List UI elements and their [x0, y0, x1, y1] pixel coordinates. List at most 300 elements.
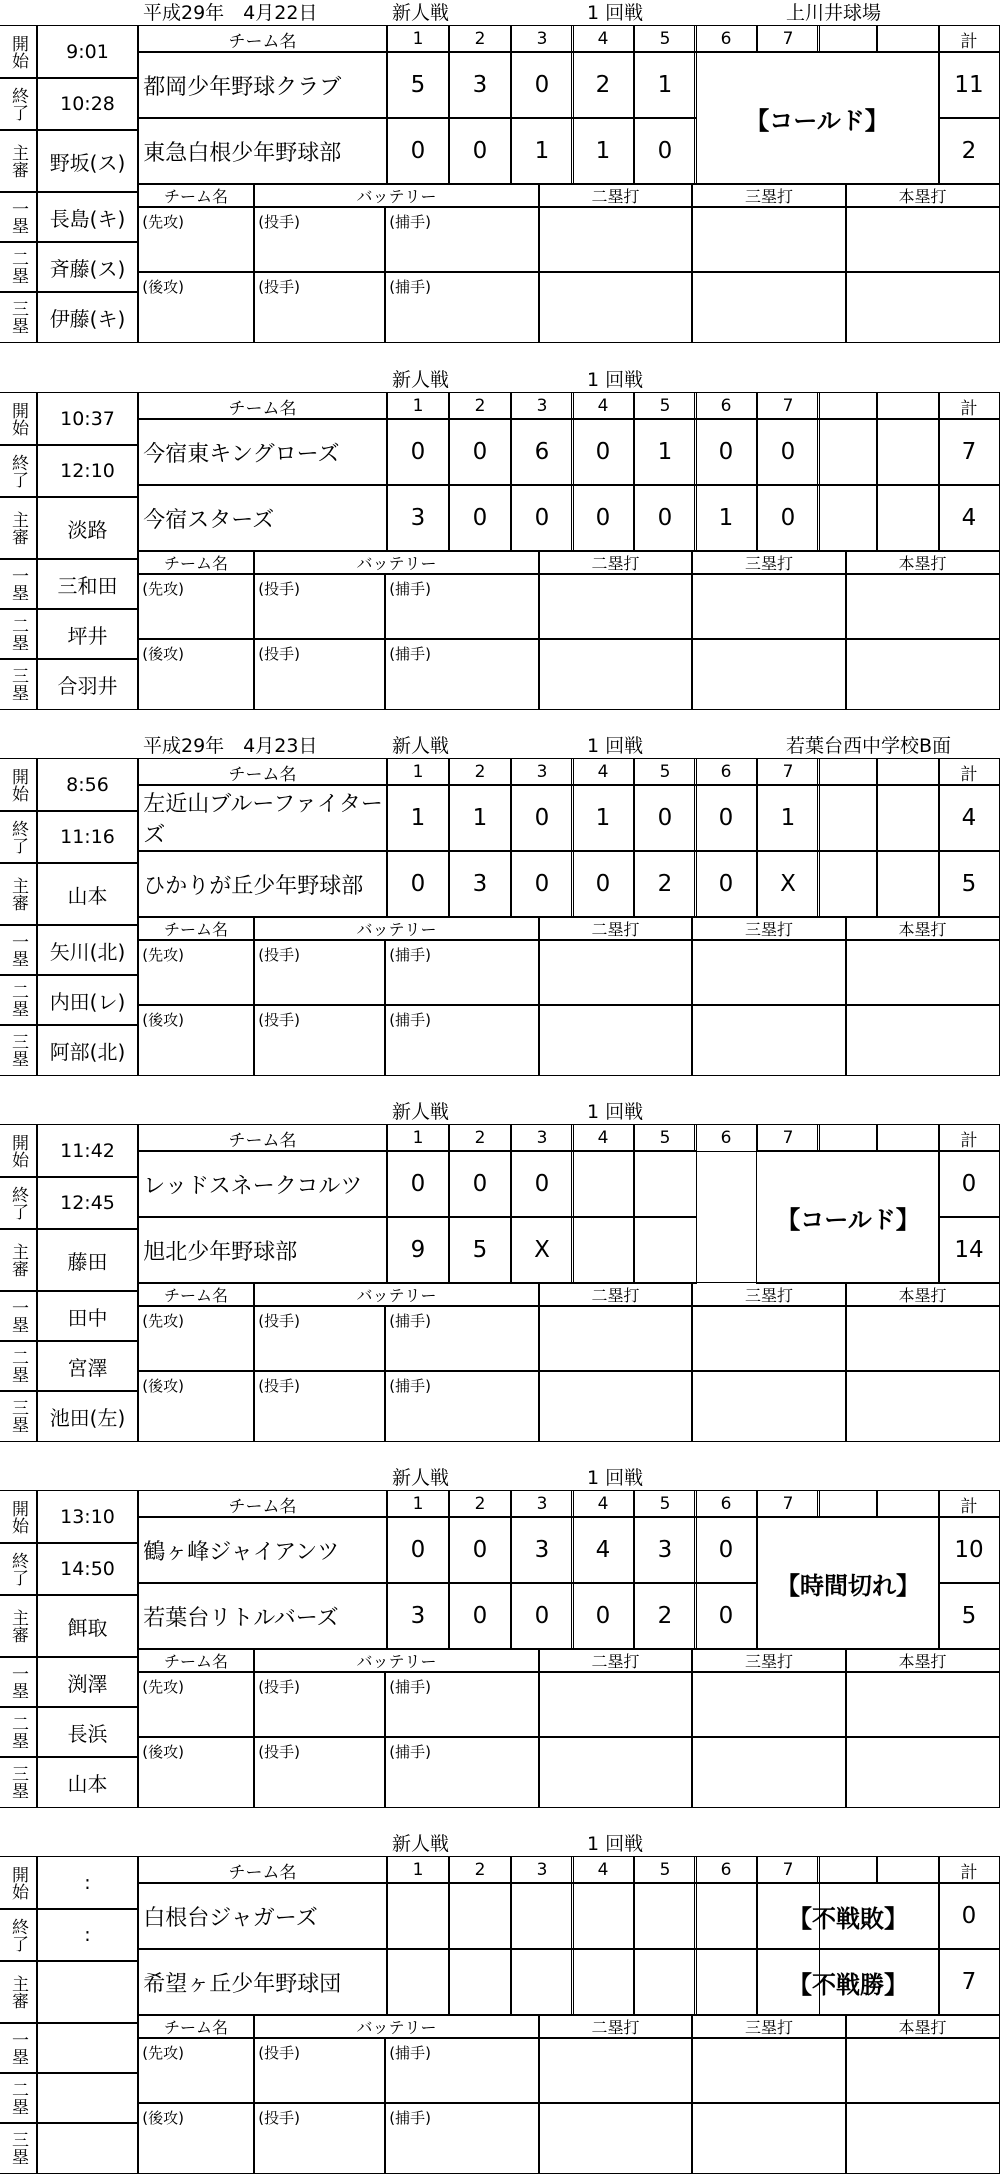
extra-inning-score: [817, 418, 878, 486]
team-name: 白根台ジャガーズ: [137, 1882, 388, 1950]
double-cell: [538, 1736, 693, 1808]
catcher-cell: (捕手): [384, 1671, 540, 1738]
homerun-subheader: 本塁打: [845, 916, 1000, 941]
inning-score: 3: [510, 1516, 574, 1584]
extra-inning-header: [817, 1490, 878, 1518]
team-name: 希望ヶ丘少年野球団: [137, 1948, 388, 2016]
extra-inning-header: [876, 392, 940, 420]
start-label: 開始: [0, 392, 38, 446]
inning-score: 0: [448, 484, 512, 552]
inning-header: 7: [756, 1490, 820, 1518]
inning-header: 2: [448, 392, 512, 420]
inning-header: 6: [694, 25, 758, 53]
inning-score: 2: [571, 51, 635, 119]
umpire-base1: 渕澤: [36, 1656, 139, 1708]
inning-score: 0: [694, 784, 758, 852]
team-name: 左近山ブルーファイターズ: [137, 784, 388, 852]
end-label: 終了: [0, 1176, 38, 1230]
inning-score: 1: [510, 117, 574, 185]
catcher-cell: (捕手): [384, 1305, 540, 1372]
double-cell: [538, 1671, 693, 1738]
inning-score: 9: [386, 1216, 450, 1284]
header-round: 1 回戦: [587, 2, 644, 24]
inning-score: 0: [386, 1150, 450, 1218]
total-score: 4: [938, 784, 1000, 852]
extra-inning-header: [817, 1856, 878, 1884]
double-subheader: 二塁打: [538, 1648, 693, 1673]
inning-score: [633, 1948, 697, 2016]
inning-score: 0: [694, 1516, 758, 1584]
result-note: 【時間切れ】: [756, 1516, 940, 1650]
triple-subheader: 三塁打: [691, 916, 847, 941]
catcher-cell: (捕手): [384, 2102, 540, 2174]
batting-order-cell: (先攻): [137, 939, 255, 1006]
inning-header: 3: [510, 758, 574, 786]
team-name-subheader: チーム名: [137, 183, 255, 208]
inning-header: 3: [510, 1124, 574, 1152]
header-tournament: 新人戦: [392, 1101, 450, 1123]
team-name-subheader: チーム名: [137, 2014, 255, 2039]
triple-subheader: 三塁打: [691, 2014, 847, 2039]
end-time: 12:45: [36, 1176, 139, 1230]
pitcher-cell: (投手): [253, 1671, 386, 1738]
team-name: 今宿東キングローズ: [137, 418, 388, 486]
start-label: 開始: [0, 1490, 38, 1544]
inning-score: [571, 1948, 635, 2016]
catcher-cell: (捕手): [384, 638, 540, 710]
inning-score: [571, 1150, 635, 1218]
double-cell: [538, 2037, 693, 2104]
base3-label: 三塁: [0, 658, 38, 710]
catcher-cell: (捕手): [384, 271, 540, 343]
total-header: 計: [938, 25, 1000, 53]
pitcher-cell: (投手): [253, 1004, 386, 1076]
pitcher-cell: (投手): [253, 1370, 386, 1442]
base3-label: 三塁: [0, 2122, 38, 2174]
inning-score: 0: [510, 1150, 574, 1218]
start-label: 開始: [0, 25, 38, 79]
inning-score: [571, 1216, 635, 1284]
base2-label: 二塁: [0, 608, 38, 660]
header-round: 1 回戦: [587, 1101, 644, 1123]
inning-score: 0: [386, 117, 450, 185]
triple-cell: [691, 1736, 847, 1808]
inning-score: 5: [386, 51, 450, 119]
score-grid: [0, 393, 999, 709]
inning-score: 1: [571, 784, 635, 852]
triple-cell: [691, 2102, 847, 2174]
inning-score: [510, 1948, 574, 2016]
total-score: 5: [938, 1582, 1000, 1650]
team-name: 東急白根少年野球部: [137, 117, 388, 185]
umpire-chief-label: 主審: [0, 1594, 38, 1658]
score-grid: [0, 759, 999, 1075]
inning-score: 0: [510, 484, 574, 552]
base1-label: 一塁: [0, 924, 38, 976]
catcher-cell: (捕手): [384, 1370, 540, 1442]
team-name-subheader: チーム名: [137, 1648, 255, 1673]
umpire-chief-label: 主審: [0, 862, 38, 926]
umpire-base2: 斉藤(ス): [36, 241, 139, 293]
extra-inning-header: [876, 25, 940, 53]
end-label: 終了: [0, 810, 38, 864]
homerun-cell: [845, 271, 1000, 343]
inning-header: 4: [571, 1124, 635, 1152]
result-note: 【不戦敗】: [756, 1882, 940, 1950]
team-name-subheader: チーム名: [137, 550, 255, 575]
homerun-subheader: 本塁打: [845, 550, 1000, 575]
batting-order-cell: (先攻): [137, 206, 255, 273]
end-label: 終了: [0, 444, 38, 498]
header-tournament: 新人戦: [392, 369, 450, 391]
inning-score: 3: [448, 51, 512, 119]
inning-score: 5: [448, 1216, 512, 1284]
inning-score: 0: [448, 117, 512, 185]
inning-score: 0: [633, 484, 697, 552]
extra-inning-header: [817, 758, 878, 786]
inning-score: [386, 1882, 450, 1950]
total-score: 0: [938, 1882, 1000, 1950]
inning-score: 0: [756, 484, 820, 552]
team-name: 今宿スターズ: [137, 484, 388, 552]
umpire-base1: [36, 2022, 139, 2074]
header-round: 1 回戦: [587, 1833, 644, 1855]
header-date: 平成29年 4月23日: [143, 735, 318, 757]
team-name: 都岡少年野球クラブ: [137, 51, 388, 119]
umpire-chief: 餌取: [36, 1594, 139, 1658]
base1-label: 一塁: [0, 558, 38, 610]
double-cell: [538, 1370, 693, 1442]
game-block: [0, 0, 1000, 345]
inning-header: 3: [510, 1856, 574, 1884]
inning-score: 2: [633, 1582, 697, 1650]
score-grid: [0, 1491, 999, 1807]
double-cell: [538, 2102, 693, 2174]
inning-score: 0: [571, 484, 635, 552]
header-round: 1 回戦: [587, 735, 644, 757]
inning-header: 5: [633, 1124, 697, 1152]
umpire-chief: 山本: [36, 862, 139, 926]
pitcher-cell: (投手): [253, 1736, 386, 1808]
homerun-cell: [845, 206, 1000, 273]
end-time: 12:10: [36, 444, 139, 498]
end-label: 終了: [0, 1908, 38, 1962]
inning-header: 1: [386, 1124, 450, 1152]
inning-score: 1: [386, 784, 450, 852]
homerun-cell: [845, 573, 1000, 640]
extra-inning-score: [876, 850, 940, 918]
total-score: 4: [938, 484, 1000, 552]
inning-score: [448, 1882, 512, 1950]
umpire-chief: [36, 1960, 139, 2024]
double-subheader: 二塁打: [538, 550, 693, 575]
inning-header: 4: [571, 392, 635, 420]
total-score: 14: [938, 1216, 1000, 1284]
total-score: 7: [938, 418, 1000, 486]
start-label: 開始: [0, 1856, 38, 1910]
pitcher-cell: (投手): [253, 206, 386, 273]
inning-header: 6: [694, 392, 758, 420]
inning-header: 2: [448, 1490, 512, 1518]
inning-score: 0: [386, 1516, 450, 1584]
total-header: 計: [938, 392, 1000, 420]
game-block: [0, 1099, 1000, 1444]
inning-header: 2: [448, 758, 512, 786]
extra-inning-header: [876, 1124, 940, 1152]
homerun-subheader: 本塁打: [845, 2014, 1000, 2039]
team-name: 若葉台リトルバーズ: [137, 1582, 388, 1650]
total-score: 2: [938, 117, 1000, 185]
battery-subheader: バッテリー: [253, 183, 540, 208]
inning-header: 5: [633, 392, 697, 420]
inning-header: 7: [756, 758, 820, 786]
total-score: 0: [938, 1150, 1000, 1218]
battery-subheader: バッテリー: [253, 1648, 540, 1673]
triple-subheader: 三塁打: [691, 1282, 847, 1307]
inning-score: 1: [633, 418, 697, 486]
homerun-cell: [845, 1004, 1000, 1076]
triple-subheader: 三塁打: [691, 1648, 847, 1673]
base1-label: 一塁: [0, 2022, 38, 2074]
score-grid: [0, 1857, 999, 2173]
batting-order-cell: (先攻): [137, 1671, 255, 1738]
triple-cell: [691, 1004, 847, 1076]
header-round: 1 回戦: [587, 1467, 644, 1489]
homerun-subheader: 本塁打: [845, 1648, 1000, 1673]
battery-subheader: バッテリー: [253, 916, 540, 941]
inning-score: [571, 1882, 635, 1950]
inning-header: 7: [756, 25, 820, 53]
inning-score: 0: [510, 784, 574, 852]
umpire-chief-label: 主審: [0, 1960, 38, 2024]
end-time: 11:16: [36, 810, 139, 864]
inning-header: 2: [448, 1856, 512, 1884]
header-tournament: 新人戦: [392, 735, 450, 757]
header-tournament: 新人戦: [392, 2, 450, 24]
inning-score: 0: [386, 850, 450, 918]
start-label: 開始: [0, 1124, 38, 1178]
header-venue: 上川井球場: [786, 2, 882, 24]
inning-score: 0: [694, 850, 758, 918]
inning-score: [510, 1882, 574, 1950]
team-name-subheader: チーム名: [137, 916, 255, 941]
double-cell: [538, 1305, 693, 1372]
base2-label: 二塁: [0, 241, 38, 293]
double-cell: [538, 271, 693, 343]
total-score: 7: [938, 1948, 1000, 2016]
catcher-cell: (捕手): [384, 573, 540, 640]
triple-cell: [691, 939, 847, 1006]
extra-inning-score: [876, 418, 940, 486]
triple-subheader: 三塁打: [691, 183, 847, 208]
start-time: 10:37: [36, 392, 139, 446]
start-time: :: [36, 1856, 139, 1910]
total-header: 計: [938, 1490, 1000, 1518]
umpire-chief-label: 主審: [0, 1228, 38, 1292]
inning-score: 0: [510, 850, 574, 918]
inning-header: 5: [633, 25, 697, 53]
inning-score: 0: [571, 418, 635, 486]
end-time: :: [36, 1908, 139, 1962]
double-cell: [538, 1004, 693, 1076]
game-block: [0, 367, 1000, 712]
total-header: 計: [938, 1856, 1000, 1884]
score-grid: [0, 26, 999, 342]
homerun-cell: [845, 939, 1000, 1006]
inning-score: 1: [633, 51, 697, 119]
homerun-subheader: 本塁打: [845, 1282, 1000, 1307]
game-block: [0, 1465, 1000, 1810]
team-name-subheader: チーム名: [137, 1282, 255, 1307]
umpire-base2: 長浜: [36, 1706, 139, 1758]
batting-order-cell: (後攻): [137, 1004, 255, 1076]
catcher-cell: (捕手): [384, 206, 540, 273]
batting-order-cell: (後攻): [137, 1370, 255, 1442]
inning-header: 3: [510, 25, 574, 53]
umpire-chief: 淡路: [36, 496, 139, 560]
umpire-base2: 坪井: [36, 608, 139, 660]
catcher-cell: (捕手): [384, 2037, 540, 2104]
catcher-cell: (捕手): [384, 1736, 540, 1808]
result-note: 【コールド】: [756, 1150, 940, 1284]
inning-score: 0: [694, 1582, 758, 1650]
base2-label: 二塁: [0, 1706, 38, 1758]
inning-header: 2: [448, 1124, 512, 1152]
umpire-base3: 合羽井: [36, 658, 139, 710]
extra-inning-score: [817, 784, 878, 852]
umpire-base2: [36, 2072, 139, 2124]
triple-cell: [691, 1370, 847, 1442]
triple-cell: [691, 638, 847, 710]
homerun-cell: [845, 1305, 1000, 1372]
start-time: 13:10: [36, 1490, 139, 1544]
umpire-base3: 池田(左): [36, 1390, 139, 1442]
pitcher-cell: (投手): [253, 2037, 386, 2104]
inning-score: [694, 1882, 758, 1950]
header-tournament: 新人戦: [392, 1467, 450, 1489]
base1-label: 一塁: [0, 1290, 38, 1342]
batting-order-cell: (先攻): [137, 2037, 255, 2104]
inning-score: 3: [633, 1516, 697, 1584]
total-score: 5: [938, 850, 1000, 918]
inning-header: 6: [694, 1124, 758, 1152]
inning-score: [694, 1948, 758, 2016]
inning-score: [448, 1948, 512, 2016]
umpire-base1: 矢川(北): [36, 924, 139, 976]
team-name: 旭北少年野球部: [137, 1216, 388, 1284]
battery-subheader: バッテリー: [253, 2014, 540, 2039]
pitcher-cell: (投手): [253, 573, 386, 640]
umpire-base3: [36, 2122, 139, 2174]
inning-score: [633, 1150, 697, 1218]
base1-label: 一塁: [0, 1656, 38, 1708]
battery-subheader: バッテリー: [253, 1282, 540, 1307]
umpire-base3: 伊藤(キ): [36, 291, 139, 343]
inning-score: 3: [386, 484, 450, 552]
inning-header: 6: [694, 1490, 758, 1518]
homerun-subheader: 本塁打: [845, 183, 1000, 208]
start-time: 8:56: [36, 758, 139, 812]
batting-order-cell: (後攻): [137, 638, 255, 710]
inning-score: 0: [571, 1582, 635, 1650]
catcher-cell: (捕手): [384, 1004, 540, 1076]
inning-header: 1: [386, 1490, 450, 1518]
team-name-header: チーム名: [137, 1124, 388, 1152]
umpire-chief: 藤田: [36, 1228, 139, 1292]
inning-score: [386, 1948, 450, 2016]
triple-cell: [691, 2037, 847, 2104]
extra-inning-score: [817, 484, 878, 552]
inning-score: 0: [386, 418, 450, 486]
base2-label: 二塁: [0, 974, 38, 1026]
team-name: レッドスネークコルツ: [137, 1150, 388, 1218]
inning-header: 6: [694, 758, 758, 786]
umpire-base2: 内田(レ): [36, 974, 139, 1026]
header-venue: 若葉台西中学校B面: [786, 735, 952, 757]
umpire-base2: 宮澤: [36, 1340, 139, 1392]
extra-inning-header: [817, 1124, 878, 1152]
inning-score: 0: [694, 418, 758, 486]
double-subheader: 二塁打: [538, 1282, 693, 1307]
inning-score: 6: [510, 418, 574, 486]
extra-inning-header: [817, 392, 878, 420]
double-cell: [538, 206, 693, 273]
homerun-cell: [845, 1671, 1000, 1738]
umpire-chief-label: 主審: [0, 129, 38, 193]
triple-cell: [691, 271, 847, 343]
batting-order-cell: (後攻): [137, 1736, 255, 1808]
umpire-base1: 長島(キ): [36, 191, 139, 243]
start-time: 11:42: [36, 1124, 139, 1178]
game-block: [0, 733, 1000, 1078]
extra-inning-header: [876, 1856, 940, 1884]
base3-label: 三塁: [0, 291, 38, 343]
inning-score: 4: [571, 1516, 635, 1584]
end-label: 終了: [0, 1542, 38, 1596]
double-cell: [538, 939, 693, 1006]
start-label: 開始: [0, 758, 38, 812]
extra-inning-score: [876, 784, 940, 852]
umpire-chief: 野坂(ス): [36, 129, 139, 193]
umpire-base1: 田中: [36, 1290, 139, 1342]
pitcher-cell: (投手): [253, 2102, 386, 2174]
inning-score: 0: [448, 1516, 512, 1584]
double-subheader: 二塁打: [538, 2014, 693, 2039]
end-label: 終了: [0, 77, 38, 131]
inning-header: 6: [694, 1856, 758, 1884]
triple-cell: [691, 206, 847, 273]
batting-order-cell: (先攻): [137, 1305, 255, 1372]
homerun-cell: [845, 1370, 1000, 1442]
homerun-cell: [845, 2037, 1000, 2104]
inning-header: 1: [386, 758, 450, 786]
batting-order-cell: (先攻): [137, 573, 255, 640]
pitcher-cell: (投手): [253, 1305, 386, 1372]
double-subheader: 二塁打: [538, 183, 693, 208]
base3-label: 三塁: [0, 1024, 38, 1076]
team-name-header: チーム名: [137, 1856, 388, 1884]
base3-label: 三塁: [0, 1390, 38, 1442]
team-name: 鶴ヶ峰ジャイアンツ: [137, 1516, 388, 1584]
inning-score: X: [510, 1216, 574, 1284]
result-note: 【コールド】: [694, 51, 940, 185]
extra-inning-header: [876, 758, 940, 786]
triple-cell: [691, 573, 847, 640]
header-tournament: 新人戦: [392, 1833, 450, 1855]
start-time: 9:01: [36, 25, 139, 79]
inning-header: 3: [510, 392, 574, 420]
inning-score: 0: [448, 418, 512, 486]
